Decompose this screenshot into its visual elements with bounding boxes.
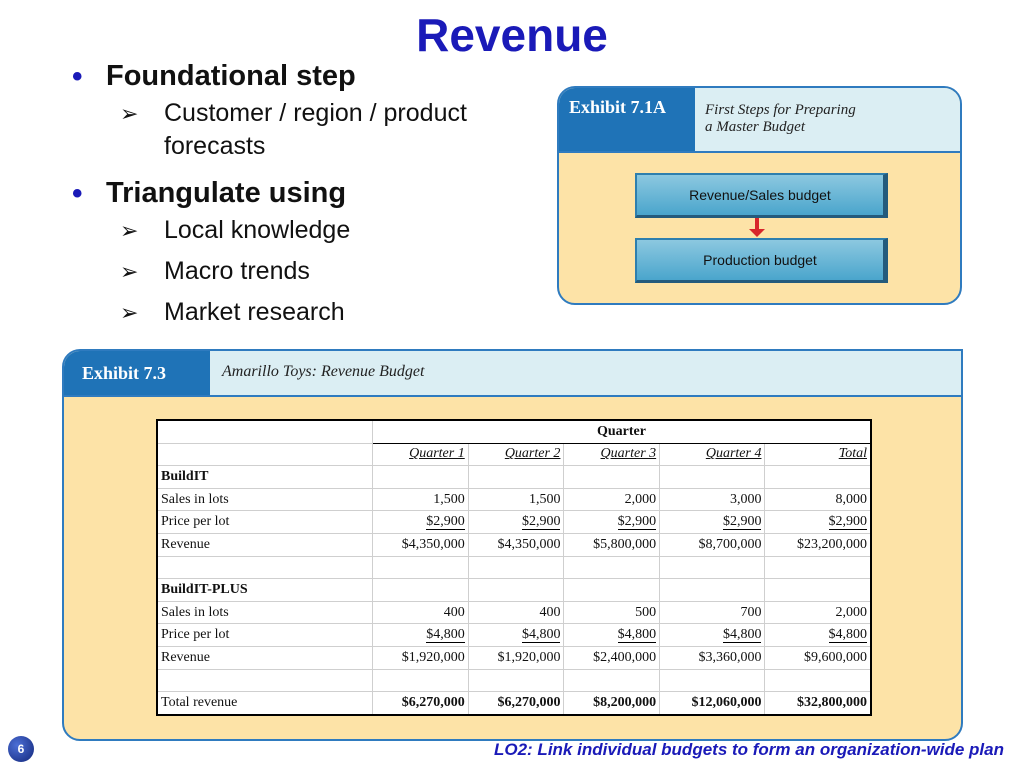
table-cell: $12,060,000	[660, 692, 765, 715]
quarter-group-header: Quarter	[373, 420, 872, 443]
sub-bullet-text: Customer / region / product forecasts	[164, 99, 467, 160]
table-cell: 1,500	[468, 488, 564, 511]
section-row	[157, 579, 871, 602]
spacer-row	[157, 669, 871, 692]
bullet-foundational-step	[70, 60, 540, 93]
sub-bullet	[70, 255, 540, 288]
table-cell: $2,900	[426, 514, 465, 530]
table-row	[157, 601, 871, 624]
column-header: Quarter 1	[373, 443, 469, 466]
spacer-row	[157, 556, 871, 579]
exhibit-header	[559, 88, 960, 153]
revenue-sales-budget-box: Revenue/Sales budget	[635, 173, 888, 218]
table-cell: 8,000	[765, 488, 871, 511]
table-cell: $32,800,000	[765, 692, 871, 715]
exhibit-header	[64, 351, 961, 397]
bullet-list	[70, 60, 540, 337]
row-label: Revenue	[157, 646, 373, 669]
table-cell: $4,350,000	[468, 533, 564, 556]
table-cell: $2,900	[617, 514, 657, 530]
table-cell: $8,700,000	[660, 533, 765, 556]
table-cell: $4,800	[426, 627, 465, 643]
sub-bullet-text: Local knowledge	[164, 216, 351, 244]
exhibit-subtitle-line2: a Master Budget	[705, 119, 805, 135]
row-label: Total revenue	[157, 692, 373, 715]
sub-bullet	[70, 296, 540, 329]
arrow-bullet-icon: ➢	[120, 300, 139, 325]
table-cell: 2,000	[765, 601, 871, 624]
revenue-budget-table	[156, 419, 872, 716]
slide-title: Revenue	[416, 9, 608, 61]
column-header: Quarter 3	[564, 443, 660, 466]
section-label: BuildIT-PLUS	[157, 579, 373, 602]
table-cell: $4,800	[617, 627, 657, 643]
table-row	[157, 488, 871, 511]
table-cell: $3,360,000	[660, 646, 765, 669]
table-cell: $4,350,000	[373, 533, 469, 556]
row-label: Sales in lots	[157, 488, 373, 511]
table-cell: $2,900	[722, 514, 762, 530]
page-number-badge: 6	[8, 736, 34, 762]
table-cell: $2,900	[828, 514, 867, 530]
sub-bullet-text: Market research	[164, 298, 345, 326]
table-cell: $2,400,000	[564, 646, 660, 669]
table-row	[157, 646, 871, 669]
total-row	[157, 692, 871, 715]
table-row	[157, 420, 871, 443]
arrow-bullet-icon: ➢	[120, 259, 139, 284]
column-header: Total	[765, 443, 871, 466]
table-cell: 700	[660, 601, 765, 624]
arrow-bullet-icon: ➢	[120, 218, 139, 243]
row-label: Price per lot	[157, 511, 373, 534]
bullet-triangulate-using	[70, 177, 540, 210]
table-cell: $2,900	[521, 514, 561, 530]
sub-bullet	[70, 214, 540, 247]
table-cell: 500	[564, 601, 660, 624]
bullet-dot-icon: •	[72, 177, 83, 210]
bullet-dot-icon: •	[72, 60, 83, 93]
exhibit-71a-panel	[557, 86, 962, 305]
exhibit-subtitle	[705, 102, 945, 136]
flow-arrowhead-icon	[749, 229, 765, 237]
table-cell: $4,800	[521, 627, 561, 643]
bullet-label: Foundational step	[106, 60, 356, 92]
section-label: BuildIT	[157, 466, 373, 489]
column-header: Quarter 2	[468, 443, 564, 466]
table-cell: 400	[468, 601, 564, 624]
table-cell: $5,800,000	[564, 533, 660, 556]
table-cell: 400	[373, 601, 469, 624]
row-label: Price per lot	[157, 624, 373, 647]
column-header: Quarter 4	[660, 443, 765, 466]
exhibit-73-panel	[62, 349, 963, 741]
table-header-row	[157, 443, 871, 466]
table-cell: 1,500	[373, 488, 469, 511]
table-cell: 3,000	[660, 488, 765, 511]
exhibit-subtitle: Amarillo Toys: Revenue Budget	[222, 363, 425, 380]
table-row	[157, 533, 871, 556]
table-cell: $6,270,000	[468, 692, 564, 715]
table-cell: $1,920,000	[468, 646, 564, 669]
table-cell: $1,920,000	[373, 646, 469, 669]
table-row	[157, 511, 871, 534]
table-cell: $6,270,000	[373, 692, 469, 715]
table-cell: $8,200,000	[564, 692, 660, 715]
table-cell: $4,800	[722, 627, 762, 643]
production-budget-box: Production budget	[635, 238, 888, 283]
table-row	[157, 624, 871, 647]
footer-learning-objective: LO2: Link individual budgets to form an organization-wide plan	[493, 740, 1004, 759]
row-label: Revenue	[157, 533, 373, 556]
row-label: Sales in lots	[157, 601, 373, 624]
table-cell: $4,800	[828, 627, 867, 643]
exhibit-tag: Exhibit 7.3	[64, 351, 210, 395]
section-row	[157, 466, 871, 489]
table-cell: 2,000	[564, 488, 660, 511]
table-cell: $23,200,000	[765, 533, 871, 556]
sub-bullet	[70, 97, 540, 163]
exhibit-tag: Exhibit 7.1A	[559, 88, 695, 151]
bullet-label: Triangulate using	[106, 177, 347, 209]
exhibit-subtitle-line1: First Steps for Preparing	[705, 102, 856, 118]
arrow-bullet-icon: ➢	[120, 101, 139, 126]
sub-bullet-text: Macro trends	[164, 257, 310, 285]
table-cell: $9,600,000	[765, 646, 871, 669]
